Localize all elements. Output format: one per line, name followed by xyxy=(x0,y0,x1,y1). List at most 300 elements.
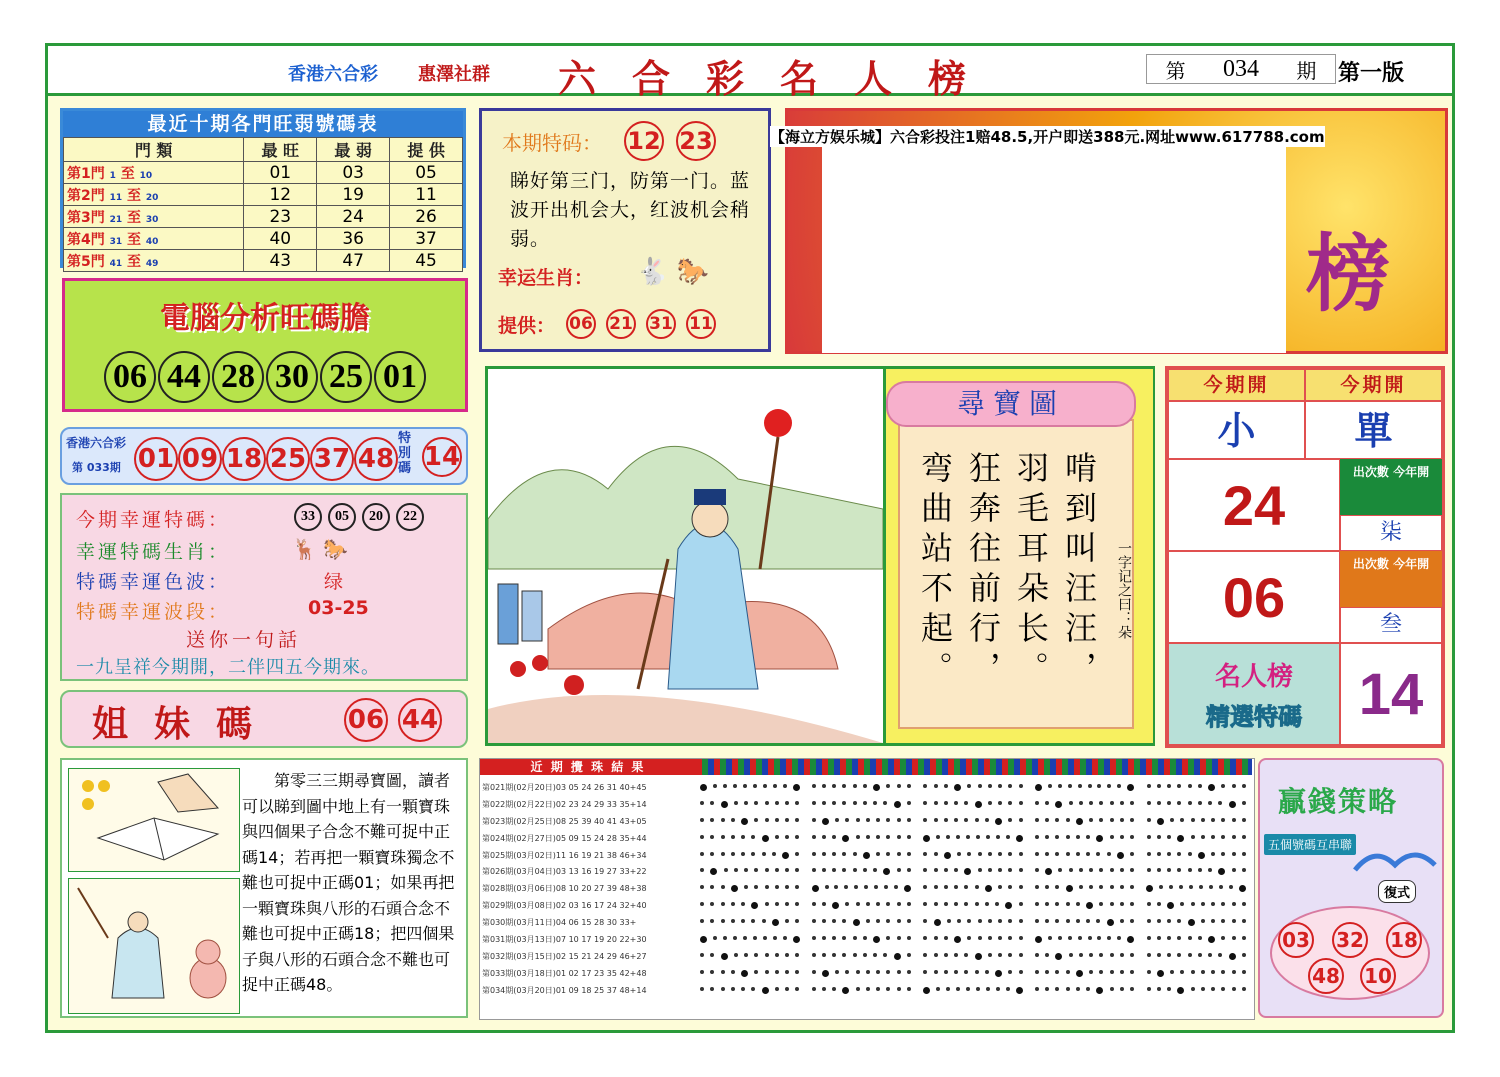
result-dot xyxy=(812,970,816,974)
saying-label: 送你一句話 xyxy=(186,629,302,651)
result-row xyxy=(482,897,1252,914)
result-dot xyxy=(1035,919,1039,923)
result-dot xyxy=(1157,970,1164,977)
result-dot xyxy=(1055,902,1059,906)
result-dot xyxy=(873,936,880,943)
result-row xyxy=(482,982,1252,999)
result-dot xyxy=(944,784,948,788)
lucky-nums-item: 20 xyxy=(362,503,390,531)
result-dot xyxy=(964,970,968,974)
door-label: 第3門 21 至 30 xyxy=(64,206,244,228)
zodiac-icons: 🐇 🐎 xyxy=(636,257,710,287)
result-dot xyxy=(894,953,901,960)
result-dot xyxy=(873,801,877,805)
dot-group xyxy=(1029,885,1141,892)
result-dot xyxy=(743,784,747,788)
result-dot xyxy=(1110,801,1114,805)
result-dot xyxy=(897,852,901,856)
result-dot xyxy=(934,919,941,926)
dot-group xyxy=(917,970,1029,977)
result-dot xyxy=(904,885,911,892)
result-dot xyxy=(907,936,911,940)
result-dot xyxy=(856,987,860,991)
result-dot xyxy=(1130,902,1134,906)
result-dot xyxy=(988,852,992,856)
dot-group xyxy=(806,852,918,859)
result-dot xyxy=(1232,835,1236,839)
result-dot xyxy=(1147,801,1151,805)
lucky-code-label: 今期幸運特碼： xyxy=(76,509,231,531)
result-dot xyxy=(934,852,938,856)
result-dot xyxy=(1120,818,1124,822)
result-dot xyxy=(762,987,769,994)
result-dot xyxy=(1201,835,1205,839)
result-dot xyxy=(944,953,948,957)
result-dot xyxy=(1006,987,1010,991)
result-dot xyxy=(934,818,938,822)
result-dot xyxy=(1147,818,1151,822)
result-dot xyxy=(863,784,867,788)
result-dot xyxy=(1069,801,1073,805)
fame-title: 名人榜 xyxy=(1214,662,1293,692)
treasure-title: 尋寶圖 xyxy=(886,381,1136,427)
result-dot xyxy=(1079,953,1083,957)
result-dot xyxy=(754,953,758,957)
result-dot xyxy=(812,953,816,957)
dot-group xyxy=(806,801,918,808)
result-dot xyxy=(1130,801,1134,805)
hot-number: 12 xyxy=(244,184,317,206)
result-dot xyxy=(1167,953,1171,957)
result-dot xyxy=(897,868,901,872)
result-dot xyxy=(734,953,738,957)
result-dot xyxy=(785,953,789,957)
result-dot xyxy=(1242,852,1246,856)
result-row xyxy=(482,813,1252,830)
result-dot xyxy=(1055,801,1062,808)
result-dot xyxy=(923,970,927,974)
result-dot xyxy=(713,936,717,940)
result-dot xyxy=(1218,868,1225,875)
dot-group xyxy=(917,987,1029,994)
result-dot xyxy=(1076,852,1080,856)
result-dot xyxy=(1177,801,1181,805)
result-dot xyxy=(1055,987,1059,991)
result-dot xyxy=(923,784,927,788)
offer-nums-item: 11 xyxy=(686,309,716,339)
result-dot xyxy=(1008,953,1012,957)
dot-group xyxy=(694,970,806,977)
result-dot xyxy=(1167,868,1171,872)
result-dot xyxy=(1008,885,1012,889)
result-dot xyxy=(1086,919,1090,923)
result-dot xyxy=(1066,818,1070,822)
dot-group xyxy=(806,818,918,825)
result-dot xyxy=(1147,953,1151,957)
result-dot xyxy=(907,801,911,805)
result-dot xyxy=(1019,902,1023,906)
result-dot xyxy=(998,801,1002,805)
result-row xyxy=(482,880,1252,897)
dot-group xyxy=(694,835,806,842)
result-dot xyxy=(1088,784,1092,788)
poem-line: 弯曲站不起。 xyxy=(916,451,954,691)
result-dot xyxy=(1177,919,1181,923)
result-dot xyxy=(1120,953,1124,957)
results-header-strip xyxy=(696,759,1252,775)
result-dot xyxy=(1211,919,1215,923)
result-dot xyxy=(710,902,714,906)
result-dot xyxy=(1242,919,1246,923)
result-dot xyxy=(1068,936,1072,940)
result-dot xyxy=(775,987,779,991)
result-dot xyxy=(866,818,870,822)
result-dot xyxy=(1130,835,1134,839)
dot-group xyxy=(1140,885,1252,892)
result-dot xyxy=(964,902,968,906)
result-dot xyxy=(733,936,737,940)
result-dot xyxy=(1079,885,1083,889)
result-dot xyxy=(1170,818,1174,822)
result-dot xyxy=(772,919,779,926)
result-dot xyxy=(812,835,816,839)
result-dot xyxy=(1239,885,1246,892)
result-dot xyxy=(1035,902,1039,906)
issue-box xyxy=(1146,54,1336,84)
result-dot xyxy=(721,835,725,839)
result-dot xyxy=(1035,852,1039,856)
result-dot xyxy=(1016,987,1023,994)
result-dot xyxy=(812,936,816,940)
result-dot xyxy=(1191,902,1195,906)
dot-group xyxy=(1029,919,1141,926)
result-dot xyxy=(1147,868,1151,872)
result-dot xyxy=(946,987,950,991)
result-dot xyxy=(954,953,958,957)
result-dot xyxy=(1242,835,1246,839)
result-dot xyxy=(1120,919,1124,923)
count-chinese-2: 叁 xyxy=(1340,607,1442,643)
result-dot xyxy=(842,852,846,856)
result-dot xyxy=(1110,953,1114,957)
result-dot xyxy=(812,902,816,906)
result-dot xyxy=(765,818,769,822)
scholar-sitting-illustration xyxy=(68,878,240,1014)
result-dot xyxy=(845,818,849,822)
dot-group xyxy=(1029,970,1141,977)
result-dot xyxy=(954,801,958,805)
result-dot xyxy=(1099,953,1103,957)
result-dot xyxy=(795,885,799,889)
result-dot xyxy=(1045,987,1049,991)
lucky-range-label: 特碼幸運波段： xyxy=(76,601,231,623)
result-row-label: 第021期(02月20日)03 05 24 26 31 40+45 xyxy=(482,782,647,792)
result-dot xyxy=(907,919,911,923)
result-dot xyxy=(812,818,816,822)
result-dot xyxy=(873,953,877,957)
result-dot xyxy=(1058,784,1062,788)
result-dot xyxy=(1089,953,1093,957)
result-dot xyxy=(1147,936,1151,940)
result-dot xyxy=(873,868,877,872)
result-dot xyxy=(876,987,880,991)
fame-subtitle: 精選特碼 xyxy=(1206,703,1302,731)
result-dot xyxy=(1048,936,1052,940)
result-dot xyxy=(897,835,901,839)
strategy-number-5: 10 xyxy=(1360,958,1396,994)
result-dot xyxy=(1159,885,1163,889)
result-dot xyxy=(1188,919,1195,926)
results-title: 近 期 攪 珠 結 果 xyxy=(480,759,696,775)
lucky-nums-item: 05 xyxy=(328,503,356,531)
result-dot xyxy=(985,970,989,974)
dot-group xyxy=(1029,818,1141,825)
result-dot xyxy=(964,885,968,889)
result-dot xyxy=(785,970,789,974)
lucky-color-label: 特碼幸運色波： xyxy=(76,571,231,593)
dot-group xyxy=(806,987,918,994)
result-dot xyxy=(1045,835,1049,839)
dot-group xyxy=(917,919,1029,926)
result-dot xyxy=(1157,801,1161,805)
result-dot xyxy=(1076,902,1080,906)
result-dot xyxy=(1229,885,1233,889)
result-dot xyxy=(1167,784,1171,788)
result-dot xyxy=(795,801,799,805)
result-dot xyxy=(1008,801,1012,805)
right-panel xyxy=(1165,366,1445,748)
result-dot xyxy=(822,902,826,906)
offer-nums-item: 21 xyxy=(606,309,636,339)
result-dot xyxy=(1242,970,1246,974)
result-dot xyxy=(721,987,725,991)
result-dot xyxy=(795,818,799,822)
result-dot xyxy=(1201,902,1205,906)
result-dot xyxy=(1069,953,1073,957)
result-dot xyxy=(1019,885,1023,889)
result-dot xyxy=(1232,852,1236,856)
offer-numbers xyxy=(566,309,716,339)
result-dot xyxy=(765,868,769,872)
dot-group xyxy=(694,953,806,960)
result-dot xyxy=(744,885,748,889)
result-dot xyxy=(1130,885,1134,889)
result-row-label: 第026期(03月04日)03 13 16 19 27 33+22 xyxy=(482,867,647,877)
result-dot xyxy=(744,801,748,805)
offer-number: 11 xyxy=(390,184,463,206)
result-dot xyxy=(1232,919,1236,923)
result-dot xyxy=(1079,801,1083,805)
result-dot xyxy=(795,902,799,906)
col-offer: 提 供 xyxy=(390,138,463,162)
result-dot xyxy=(845,902,849,906)
result-dot xyxy=(923,852,927,856)
result-dot xyxy=(1242,784,1246,788)
sister-title: 姐妹碼 xyxy=(92,703,279,745)
result-dot xyxy=(863,936,867,940)
result-dot xyxy=(822,868,826,872)
result-row-label: 第032期(03月15日)02 15 21 24 29 46+27 xyxy=(482,951,647,961)
result-dot xyxy=(1242,953,1246,957)
result-dot xyxy=(975,801,982,808)
result-dot xyxy=(1045,852,1049,856)
result-dot xyxy=(1201,818,1205,822)
result-dot xyxy=(907,835,911,839)
result-dot xyxy=(907,818,911,822)
result-dot xyxy=(763,936,767,940)
result-dot xyxy=(1019,953,1023,957)
result-dot xyxy=(1188,852,1192,856)
result-dot xyxy=(954,885,958,889)
result-dot xyxy=(923,835,930,842)
result-dot xyxy=(923,818,927,822)
result-dot xyxy=(832,919,836,923)
result-dot xyxy=(988,801,992,805)
result-dot xyxy=(1045,953,1049,957)
result-dot xyxy=(1232,987,1236,991)
result-dot xyxy=(812,868,816,872)
result-dot xyxy=(923,885,927,889)
ad-blank-area xyxy=(822,147,1286,353)
result-dot xyxy=(1232,936,1236,940)
result-dot xyxy=(1130,953,1134,957)
result-dot xyxy=(886,818,890,822)
result-dot xyxy=(765,953,769,957)
last-draw-special: 14 xyxy=(422,437,462,477)
result-dot xyxy=(1045,868,1052,875)
results-rows xyxy=(482,779,1252,999)
col-hot: 最 旺 xyxy=(244,138,317,162)
result-dot xyxy=(934,970,938,974)
result-dot xyxy=(1147,852,1151,856)
result-dot xyxy=(1120,987,1124,991)
result-dot xyxy=(731,987,735,991)
header-bar xyxy=(48,46,1452,101)
result-dot xyxy=(795,987,799,991)
result-dot xyxy=(1198,784,1202,788)
result-dot xyxy=(1130,919,1134,923)
result-dot xyxy=(1221,835,1225,839)
result-dot xyxy=(1055,953,1062,960)
result-dot xyxy=(721,801,728,808)
result-dot xyxy=(723,936,727,940)
result-dot xyxy=(700,784,707,791)
result-dot xyxy=(986,835,990,839)
dot-group xyxy=(1140,936,1252,943)
result-dot xyxy=(1076,818,1083,825)
result-dot xyxy=(1157,953,1161,957)
result-dot xyxy=(700,953,704,957)
result-dot xyxy=(954,936,961,943)
result-dot xyxy=(1045,902,1049,906)
result-dot xyxy=(700,936,707,943)
result-dot xyxy=(853,868,857,872)
result-dot xyxy=(944,885,948,889)
treasure-poem xyxy=(916,451,1098,691)
result-dot xyxy=(721,852,725,856)
dot-group xyxy=(917,852,1029,859)
result-dot xyxy=(1211,852,1215,856)
result-dot xyxy=(1086,902,1093,909)
result-dot xyxy=(822,936,826,940)
result-dot xyxy=(762,835,769,842)
result-dot xyxy=(1055,818,1059,822)
result-dot xyxy=(700,885,704,889)
lucky-color-value: 绿 xyxy=(324,571,344,593)
result-dot xyxy=(785,885,789,889)
result-dot xyxy=(988,919,992,923)
result-dot xyxy=(1146,885,1153,892)
result-dot xyxy=(734,801,738,805)
result-dot xyxy=(978,919,982,923)
result-dot xyxy=(1199,885,1203,889)
dot-group xyxy=(806,835,918,842)
result-dot xyxy=(842,919,846,923)
result-dot xyxy=(1110,868,1114,872)
saying-text: 一九呈祥今期開，二伴四五今期來。 xyxy=(76,657,380,678)
result-dot xyxy=(923,953,927,957)
result-dot xyxy=(822,852,826,856)
result-dot xyxy=(907,868,911,872)
dot-group xyxy=(1029,801,1141,808)
result-dot xyxy=(1045,970,1049,974)
result-dot xyxy=(934,953,938,957)
result-dot xyxy=(988,868,992,872)
result-dot xyxy=(1035,936,1042,943)
result-dot xyxy=(842,936,846,940)
result-dot xyxy=(1188,801,1192,805)
result-dot xyxy=(1110,902,1114,906)
lucky-zodiac-label: 幸運特碼生肖： xyxy=(76,541,231,563)
result-dot xyxy=(775,818,779,822)
result-dot xyxy=(754,885,758,889)
result-dot xyxy=(897,902,901,906)
result-dot xyxy=(1242,868,1246,872)
strength-row xyxy=(64,228,463,250)
count-tag-1: 出次數 今年開 xyxy=(1340,459,1442,515)
result-dot xyxy=(754,868,758,872)
offer-nums-item: 31 xyxy=(646,309,676,339)
result-dot xyxy=(897,919,901,923)
result-dot xyxy=(946,835,950,839)
offer-label: 提供： xyxy=(498,315,556,337)
result-dot xyxy=(1188,784,1192,788)
result-dot xyxy=(1066,902,1070,906)
result-dot xyxy=(1167,835,1171,839)
result-dot xyxy=(762,919,766,923)
dot-group xyxy=(1029,784,1141,791)
org-right: 惠澤社群 xyxy=(418,64,490,85)
result-dot xyxy=(744,868,748,872)
result-dot xyxy=(1089,868,1093,872)
result-dot xyxy=(775,970,779,974)
result-dot xyxy=(907,852,911,856)
result-dot xyxy=(956,987,960,991)
result-dot xyxy=(866,902,870,906)
result-dot xyxy=(734,868,738,872)
result-dot xyxy=(710,852,714,856)
result-row-label: 第033期(03月18日)01 02 17 23 35 42+48 xyxy=(482,968,647,978)
result-dot xyxy=(700,835,704,839)
result-dot xyxy=(1058,936,1062,940)
result-dot xyxy=(710,953,714,957)
result-dot xyxy=(1055,919,1059,923)
result-dot xyxy=(1201,970,1205,974)
result-dot xyxy=(944,936,948,940)
result-dot xyxy=(1130,868,1134,872)
result-dot xyxy=(1221,919,1225,923)
explain-panel xyxy=(60,758,468,1018)
